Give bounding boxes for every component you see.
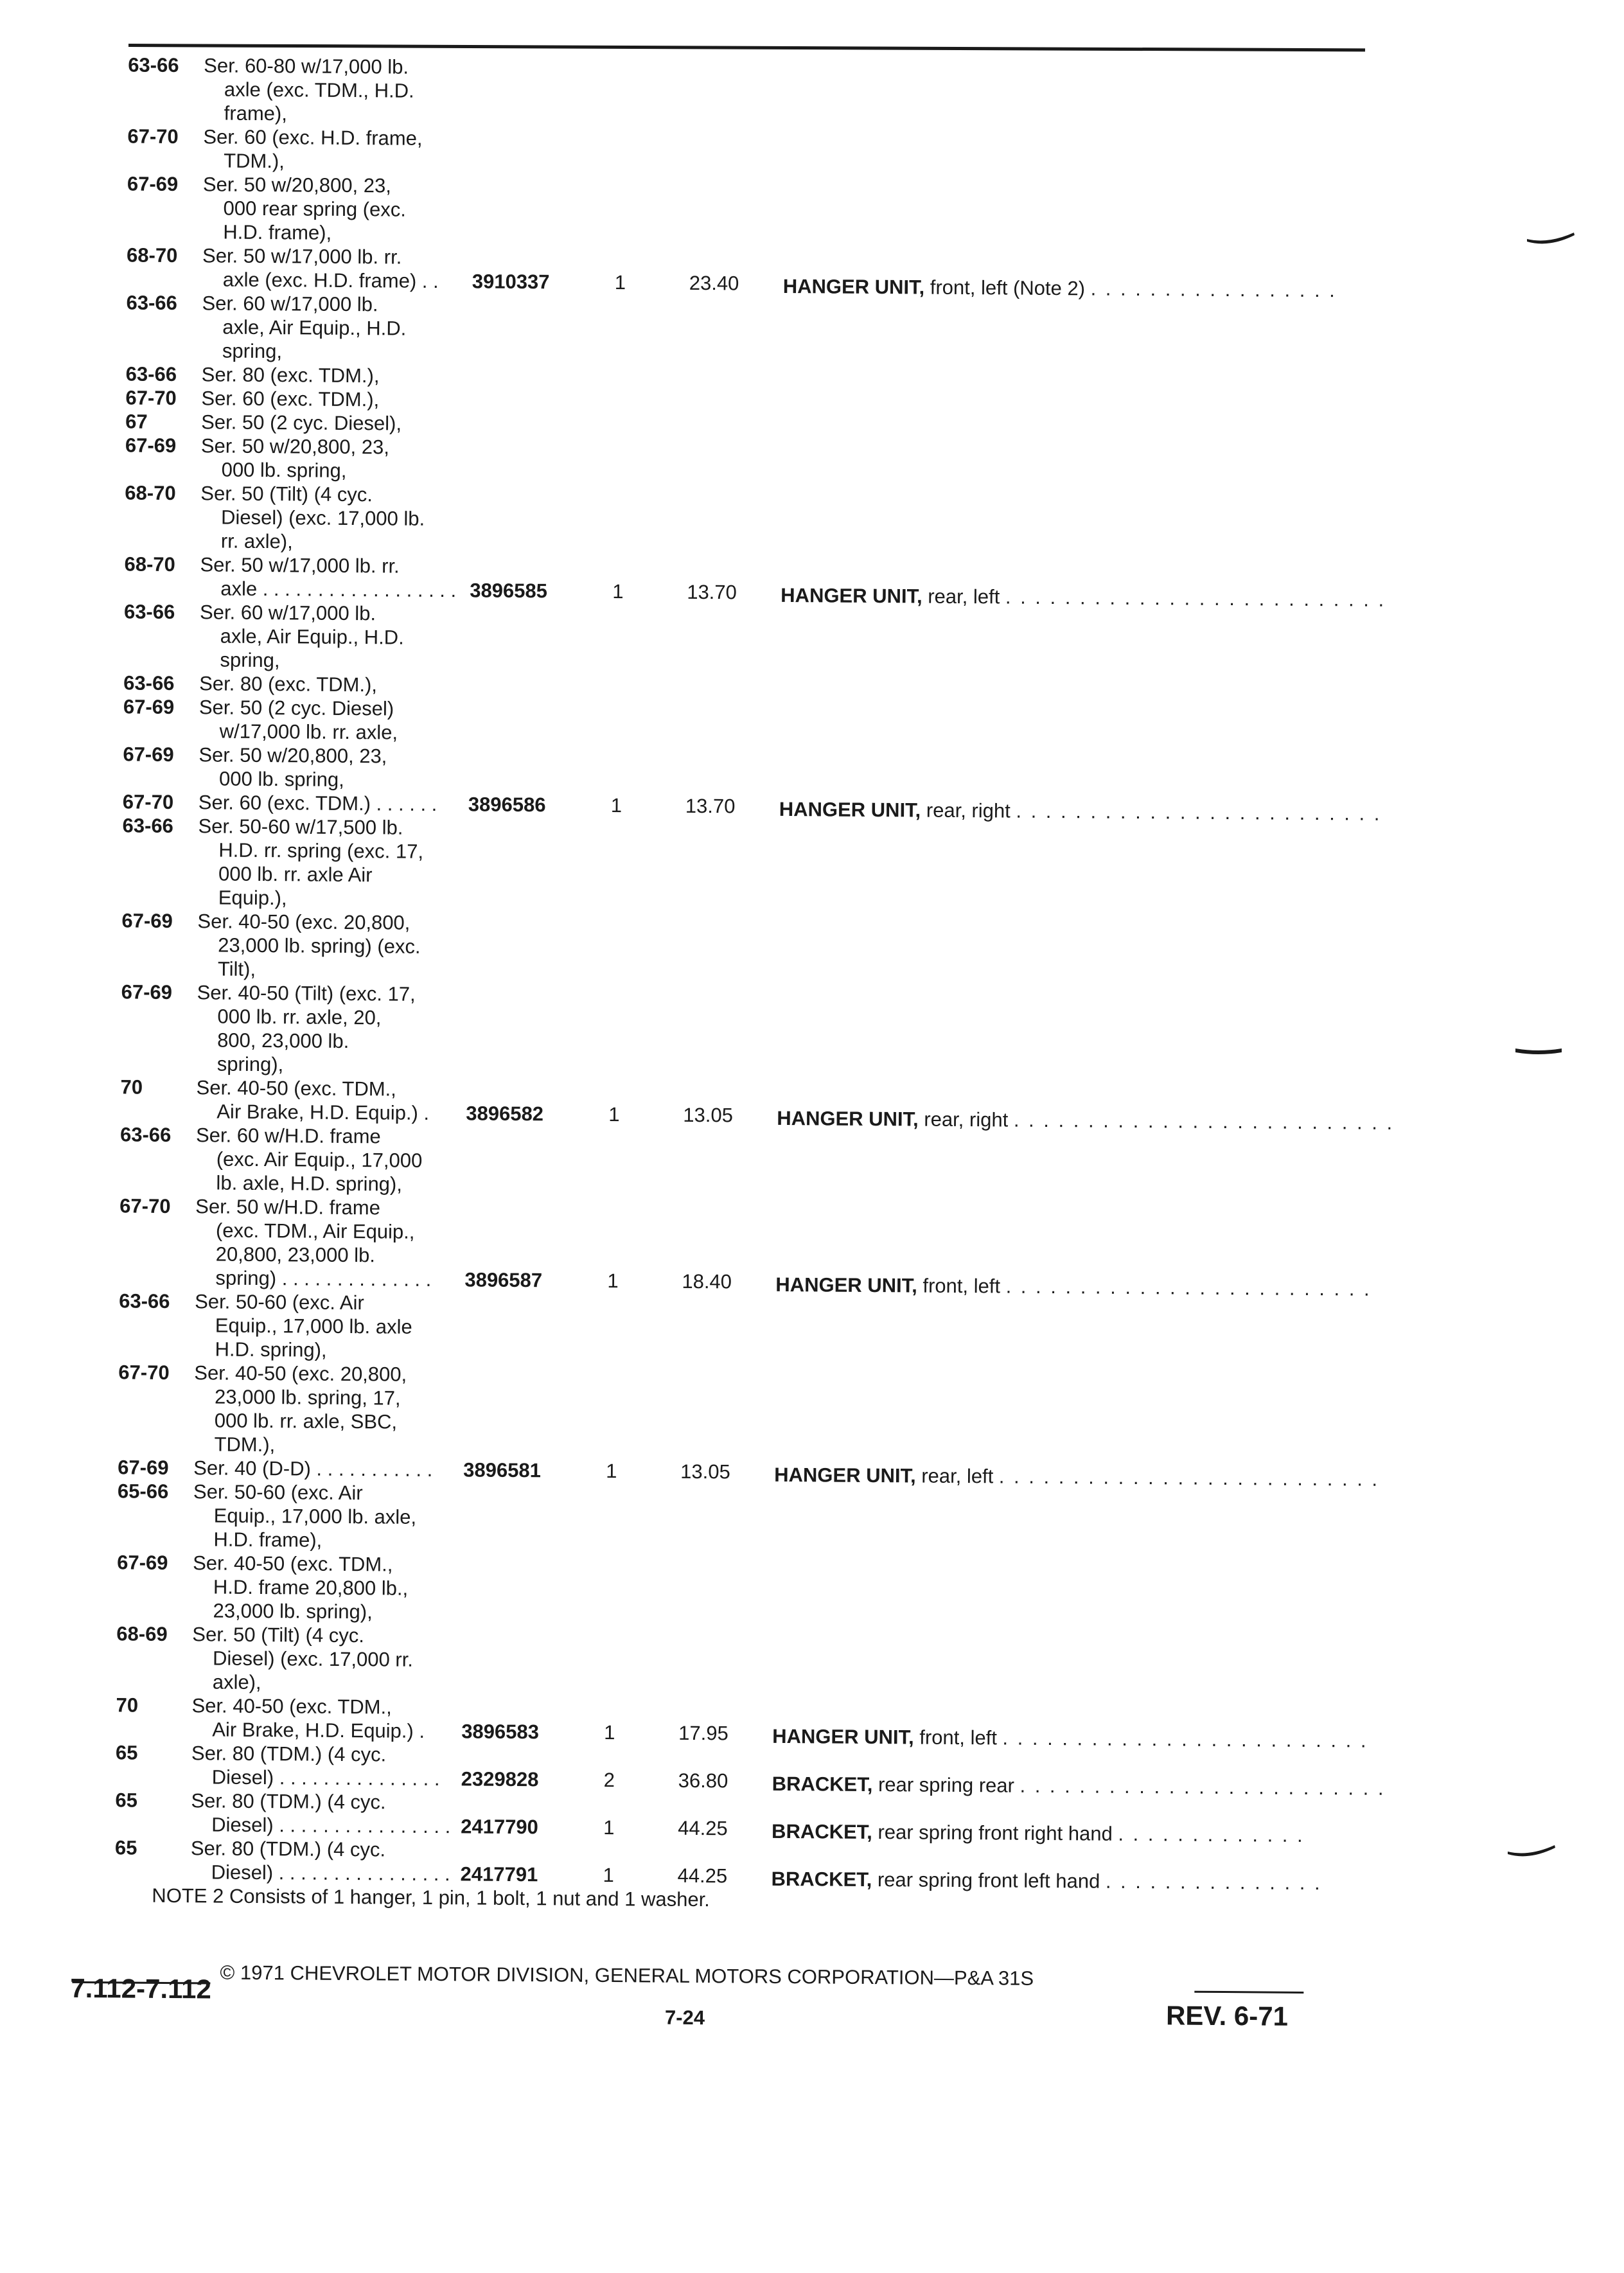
model-year: 67-69 [127, 172, 179, 196]
part-description [772, 1820, 1305, 1847]
application-line: H.D. frame 20,800 lb., [213, 1575, 409, 1600]
quantity: 1 [607, 1269, 619, 1293]
footer-rule-right [1194, 1991, 1303, 1994]
revision-date: REV. 6-71 [1165, 2000, 1289, 2031]
application-line: Equip., 17,000 lb. axle, [213, 1504, 417, 1528]
list-price: 13.05 [683, 1103, 734, 1127]
application-line: Ser. 60 w/17,000 lb. [202, 292, 378, 316]
application-line: w/17,000 lb. rr. axle, [219, 720, 398, 744]
application-line: rr. axle), [220, 529, 293, 553]
application-line: 23,000 lb. spring) (exc. [218, 933, 421, 958]
application-line: 23,000 lb. spring, 17, [214, 1385, 401, 1410]
list-price: 17.95 [678, 1721, 728, 1745]
application-line: H.D. spring), [215, 1338, 327, 1361]
list-price: 23.40 [689, 271, 739, 295]
application-line: 23,000 lb. spring), [213, 1599, 373, 1623]
part-name: HANGER UNIT, [772, 1724, 914, 1749]
application-line: Air Brake, H.D. Equip.) . [216, 1100, 430, 1124]
quantity: 1 [608, 1102, 620, 1126]
model-year: 63-66 [126, 291, 177, 315]
application-line: axle), [212, 1670, 261, 1694]
model-year: 68-70 [124, 553, 175, 576]
dot-leader: . . . . . . . . . . . . . . . . . . . . . . . . . . [1013, 1108, 1395, 1134]
model-year: 68-69 [116, 1622, 168, 1645]
application-line: Ser. 60 (exc. TDM.), [201, 387, 380, 411]
application-line: Ser. 80 (TDM.) (4 cyc. [190, 1837, 386, 1861]
application-line: Ser. 50 w/20,800, 23, [200, 434, 390, 459]
application-line: Ser. 50 w/20,800, 23, [202, 173, 392, 197]
part-number: 3896585 [470, 579, 548, 603]
model-year: 70 [116, 1694, 139, 1717]
model-year: 63-66 [119, 1289, 170, 1313]
application-line: Ser. 50 w/20,800, 23, [199, 743, 387, 768]
dot-leader: . . . . . . . . . . . . . . . . . . . . . . . . . . [1005, 585, 1386, 611]
part-description [777, 1107, 1394, 1135]
application-line: Diesel) . . . . . . . . . . . . . . . . [211, 1861, 450, 1886]
application-line: Ser. 40-50 (exc. 20,800, [194, 1361, 407, 1386]
application-line: Ser. 50 (Tilt) (4 cyc. [200, 482, 373, 506]
dot-leader: . . . . . . . . . . . . . . . . . . . . . . . . . [1002, 1726, 1368, 1752]
part-description [771, 1868, 1321, 1895]
binder-punch-mark-1 [1526, 225, 1577, 251]
application-line: H.D. frame), [223, 220, 332, 244]
part-detail: rear spring front right hand [872, 1821, 1118, 1845]
list-price: 18.40 [682, 1269, 732, 1293]
application-line: Ser. 40-50 (Tilt) (exc. 17, [197, 981, 416, 1005]
model-year: 67-70 [122, 790, 174, 814]
application-line: Ser. 50 (Tilt) (4 cyc. [192, 1623, 365, 1647]
application-line: Ser. 50 w/17,000 lb. rr. [200, 553, 400, 578]
part-name: HANGER UNIT, [775, 1273, 917, 1297]
page-number: 7-24 [664, 2006, 705, 2030]
application-line: Ser. 50 w/17,000 lb. rr. [202, 244, 402, 269]
model-year: 67 [125, 410, 148, 433]
part-number: 3896581 [463, 1458, 542, 1482]
application-line: frame), [224, 102, 288, 125]
application-line: Diesel) (exc. 17,000 rr. [212, 1647, 414, 1671]
model-year: 68-70 [125, 481, 176, 505]
model-year: 70 [120, 1075, 143, 1099]
application-line: Ser. 40-50 (exc. TDM., [193, 1552, 393, 1576]
copyright-line: © 1971 CHEVROLET MOTOR DIVISION, GENERAL MOTORS CORPORATION—P&A 31S [220, 1961, 1034, 1990]
part-name: HANGER UNIT, [782, 274, 925, 299]
part-description [783, 275, 1337, 302]
part-name: BRACKET, [772, 1819, 872, 1844]
model-year: 67-69 [118, 1456, 169, 1479]
part-name: HANGER UNIT, [777, 1106, 919, 1131]
quantity: 1 [612, 580, 624, 603]
application-line: axle (exc. H.D. frame) . . [222, 268, 439, 293]
list-price: 44.25 [677, 1864, 728, 1888]
quantity: 2 [603, 1768, 615, 1792]
part-number: 2417791 [460, 1862, 538, 1886]
application-line: lb. axle, H.D. spring), [216, 1171, 403, 1196]
application-line: Ser. 80 (TDM.) (4 cyc. [191, 1742, 387, 1766]
model-year: 65 [115, 1741, 138, 1764]
application-line: 000 lb. spring, [218, 767, 344, 791]
part-description [772, 1725, 1368, 1753]
application-line: Ser. 60 w/17,000 lb. [199, 601, 376, 625]
application-line: 000 rear spring (exc. [223, 197, 407, 221]
dot-leader: . . . . . . . . . . . . . . . . . . . . . . . . . [1019, 1774, 1386, 1800]
quantity: 1 [603, 1863, 615, 1887]
application-line: Ser. 40-50 (exc. TDM., [191, 1694, 392, 1719]
part-detail: rear, left [922, 585, 1006, 608]
part-number: 3910337 [472, 270, 550, 294]
part-number: 3896587 [464, 1268, 543, 1292]
part-detail: rear, right [921, 799, 1016, 822]
model-year: 68-70 [126, 243, 178, 267]
binder-punch-mark-2 [1513, 1041, 1564, 1060]
model-year: 67-70 [127, 125, 179, 148]
application-line: 800, 23,000 lb. [217, 1029, 349, 1053]
part-number: 3896583 [461, 1720, 540, 1744]
application-line: Air Brake, H.D. Equip.) . [212, 1718, 425, 1742]
part-number: 2417790 [461, 1815, 538, 1839]
binder-punch-mark-3 [1506, 1837, 1558, 1863]
application-line: axle . . . . . . . . . . . . . . . . . . [220, 577, 457, 602]
application-line: (exc. Air Equip., 17,000 [216, 1147, 423, 1172]
application-line: Ser. 60 (exc. TDM.) . . . . . . [198, 791, 437, 816]
part-description [775, 1273, 1372, 1301]
part-description [774, 1464, 1379, 1491]
model-year: 63-66 [123, 671, 175, 695]
part-name: HANGER UNIT, [774, 1463, 916, 1487]
footnote-note-2: NOTE 2 Consists of 1 hanger, 1 pin, 1 bolt, 1 nut and 1 washer. [152, 1884, 710, 1911]
part-description [779, 798, 1382, 826]
model-year: 63-66 [125, 362, 177, 386]
part-name: BRACKET, [771, 1867, 872, 1891]
application-line: Ser. 60-80 w/17,000 lb. [204, 54, 409, 78]
model-year: 67-69 [117, 1551, 168, 1574]
application-line: (exc. TDM., Air Equip., [215, 1219, 415, 1243]
part-detail: front, left (Note 2) [924, 276, 1091, 300]
application-line: axle (exc. TDM., H.D. [224, 78, 414, 102]
part-detail: rear, right [918, 1108, 1014, 1131]
model-year: 67-69 [121, 909, 173, 933]
application-line: TDM.), [224, 149, 285, 173]
section-number: 7.112-7.112 [70, 1972, 212, 2004]
list-price: 44.25 [678, 1816, 728, 1840]
application-line: spring, [222, 339, 283, 363]
part-detail: front, left [917, 1274, 1006, 1298]
part-description [772, 1773, 1386, 1800]
application-line: 000 lb. rr. axle, 20, [217, 1005, 382, 1029]
model-year: 65 [114, 1836, 137, 1859]
application-line: Ser. 50-60 (exc. Air [193, 1480, 363, 1505]
application-line: Ser. 50 (2 cyc. Diesel) [199, 696, 394, 720]
model-year: 67-70 [118, 1361, 170, 1384]
model-year: 63-66 [128, 53, 179, 77]
application-line: Ser. 80 (exc. TDM.), [199, 672, 378, 696]
model-year: 65-66 [117, 1480, 169, 1503]
application-line: Diesel) (exc. 17,000 lb. [220, 506, 425, 530]
dot-leader: . . . . . . . . . . . . . . . . . . . . . . . . . [1005, 1275, 1372, 1300]
model-year: 67-70 [125, 386, 177, 410]
application-line: Ser. 80 (exc. TDM.), [201, 363, 380, 387]
dot-leader: . . . . . . . . . . . . . . . . . . . . . . . . . . [998, 1465, 1380, 1490]
model-year: 63-66 [122, 814, 174, 838]
model-year: 67-69 [123, 695, 175, 719]
model-year: 67-69 [121, 980, 173, 1004]
part-number: 2329828 [461, 1767, 539, 1791]
list-price: 13.05 [680, 1460, 730, 1483]
application-line: Ser. 40-50 (exc. TDM., [196, 1076, 396, 1101]
application-line: Ser. 40 (D-D) . . . . . . . . . . . [193, 1456, 433, 1481]
application-line: TDM.), [214, 1433, 276, 1456]
quantity: 1 [614, 271, 626, 294]
part-name: HANGER UNIT, [781, 583, 922, 608]
dot-leader: . . . . . . . . . . . . . . . . . [1090, 277, 1337, 302]
quantity: 1 [604, 1720, 615, 1744]
application-line: 20,800, 23,000 lb. [215, 1243, 376, 1267]
model-year: 67-70 [119, 1194, 171, 1217]
application-line: axle, Air Equip., H.D. [222, 315, 407, 340]
application-line: Ser. 60 w/H.D. frame [195, 1124, 381, 1148]
list-price: 13.70 [685, 794, 736, 818]
application-line: 000 lb. rr. axle, SBC, [214, 1409, 398, 1433]
application-line: 000 lb. spring, [221, 458, 347, 482]
part-detail: rear, left [915, 1464, 1000, 1488]
application-line: Ser. 40-50 (exc. 20,800, [197, 910, 410, 934]
application-line: Equip.), [218, 886, 287, 910]
part-detail: rear spring rear [872, 1773, 1020, 1797]
list-price: 36.80 [678, 1769, 728, 1792]
part-name: BRACKET, [772, 1772, 873, 1796]
model-year: 63-66 [119, 1123, 172, 1146]
application-line: Ser. 50 (2 cyc. Diesel), [201, 411, 402, 435]
application-line: axle, Air Equip., H.D. [220, 624, 404, 649]
application-line: spring), [216, 1052, 284, 1076]
part-detail: front, left [914, 1726, 1003, 1749]
model-year: 63-66 [123, 600, 175, 624]
part-number: 3896586 [468, 793, 546, 817]
application-line: Ser. 50-60 (exc. Air [195, 1290, 364, 1314]
application-line: Diesel) . . . . . . . . . . . . . . . [211, 1765, 440, 1791]
application-line: Ser. 50 w/H.D. frame [195, 1195, 381, 1219]
part-number: 3896582 [466, 1102, 544, 1126]
part-detail: rear spring front left hand [872, 1868, 1106, 1893]
application-line: Ser. 60 (exc. H.D. frame, [203, 125, 423, 150]
quantity: 1 [603, 1816, 615, 1839]
application-line: H.D. frame), [213, 1528, 322, 1552]
model-year: 67-69 [123, 743, 174, 766]
part-description [781, 584, 1386, 612]
application-line: spring) . . . . . . . . . . . . . . [215, 1266, 432, 1291]
part-name: HANGER UNIT, [779, 797, 921, 822]
application-line: spring, [220, 648, 280, 672]
dot-leader: . . . . . . . . . . . . . . . [1105, 1870, 1322, 1895]
application-line: H.D. rr. spring (exc. 17, [218, 838, 424, 863]
model-year: 67-69 [125, 434, 177, 457]
application-line: Ser. 50-60 w/17,500 lb. [198, 815, 403, 839]
dot-leader: . . . . . . . . . . . . . [1118, 1822, 1305, 1846]
application-line: Tilt), [217, 957, 256, 980]
quantity: 1 [606, 1459, 617, 1483]
application-line: Equip., 17,000 lb. axle [215, 1314, 412, 1338]
quantity: 1 [610, 794, 622, 817]
application-line: Diesel) . . . . . . . . . . . . . . . . [211, 1813, 451, 1838]
application-line: Ser. 80 (TDM.) (4 cyc. [191, 1789, 386, 1814]
list-price: 13.70 [687, 580, 737, 604]
model-year: 65 [115, 1789, 138, 1812]
dot-leader: . . . . . . . . . . . . . . . . . . . . . . . . . [1016, 799, 1382, 825]
application-line: 000 lb. rr. axle Air [218, 862, 373, 887]
